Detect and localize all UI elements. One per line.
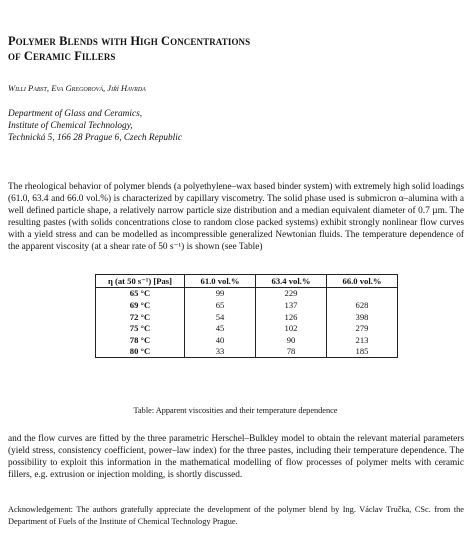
acknowledgement-text: The authors gratefully appreciate the development of the polymer blend by Ing. Václav Tručka, CSc. from the Department of Fuels of the Institute of Chemical Technology Prague. xyxy=(8,505,464,526)
acknowledgement xyxy=(8,504,464,528)
table-header-cell: 63.4 vol.% xyxy=(256,275,327,288)
temperature-cell: 72 °C xyxy=(96,311,185,323)
viscosity-cell: 40 xyxy=(185,334,256,346)
title-line-1: Polymer Blends with High Concentrations xyxy=(8,34,251,48)
title-line-2: of Ceramic Fillers xyxy=(8,49,116,63)
temperature-cell: 65 °C xyxy=(96,287,185,299)
viscosity-cell: 628 xyxy=(327,299,398,311)
viscosity-cell: 90 xyxy=(256,334,327,346)
viscosity-cell: 78 xyxy=(256,346,327,358)
viscosity-cell: 65 xyxy=(185,299,256,311)
table-header-cell: 66.0 vol.% xyxy=(327,275,398,288)
table-row xyxy=(96,334,398,346)
table-header-cell: 61.0 vol.% xyxy=(185,275,256,288)
viscosity-cell: 102 xyxy=(256,322,327,334)
table-row xyxy=(96,346,398,358)
table-header-cell: η (at 50 s⁻¹) [Pas] xyxy=(96,275,185,288)
abstract-paragraph-1: The rheological behavior of polymer blends (a polyethylene–wax based binder system) with extremely high solid loadings (61.0, 63.4 and 66.0 vol.%) is characterized by capillary viscometry. The solid phase used is submicron α–alumina with a well defined particle shape, a relatively narrow particle size distribution and a median equivalent diameter of 0.7 µm. The resulting pastes (with solids concentrations close to random close packed systems) exhibit strongly nonlinear flow curves with a yield stress and can be modelled as incompressible generalized Newtonian fluids. The temperature dependence of the apparent viscosity (at a shear rate of 50 s⁻¹) is shown (see Table) xyxy=(8,182,464,253)
viscosity-table xyxy=(95,274,398,358)
viscosity-cell: 54 xyxy=(185,311,256,323)
viscosity-cell: 213 xyxy=(327,334,398,346)
paper-title xyxy=(8,34,448,64)
affiliation-line-1: Department of Glass and Ceramics, xyxy=(8,109,143,119)
viscosity-cell: 185 xyxy=(327,346,398,358)
affiliation-line-3: Technická 5, 166 28 Prague 6, Czech Republic xyxy=(8,133,182,143)
table-header-row xyxy=(96,275,398,288)
table-row xyxy=(96,322,398,334)
table-caption: Table: Apparent viscosities and their temperature dependence xyxy=(133,406,338,415)
abstract-paragraph-2: and the flow curves are fitted by the three parametric Herschel–Bulkley model to obtain the relevant material parameters (yield stress, consistency coefficient, power–law index) for the three pastes, including their temperature dependence. The possibility to exploit this information in the mathematical modelling of flow processes of polymer melts with ceramic fillers, e.g. extrusion or injection molding, is shortly discussed. xyxy=(8,434,464,481)
viscosity-cell: 229 xyxy=(256,287,327,299)
viscosity-cell: 137 xyxy=(256,299,327,311)
viscosity-cell: 279 xyxy=(327,322,398,334)
affiliation xyxy=(8,108,448,144)
table-row xyxy=(96,311,398,323)
temperature-cell: 80 °C xyxy=(96,346,185,358)
viscosity-cell xyxy=(327,287,398,299)
temperature-cell: 69 °C xyxy=(96,299,185,311)
viscosity-cell: 126 xyxy=(256,311,327,323)
viscosity-cell: 398 xyxy=(327,311,398,323)
table-row xyxy=(96,299,398,311)
affiliation-line-2: Institute of Chemical Technology, xyxy=(8,121,133,131)
table-body xyxy=(96,287,398,358)
viscosity-cell: 99 xyxy=(185,287,256,299)
viscosity-cell: 45 xyxy=(185,322,256,334)
authors: Willi Pabst, Eva Gregorová, Jiří Havrda xyxy=(8,83,146,93)
viscosity-cell: 33 xyxy=(185,346,256,358)
table-row xyxy=(96,287,398,299)
temperature-cell: 78 °C xyxy=(96,334,185,346)
acknowledgement-label: Acknowledgement: xyxy=(8,505,73,514)
temperature-cell: 75 °C xyxy=(96,322,185,334)
